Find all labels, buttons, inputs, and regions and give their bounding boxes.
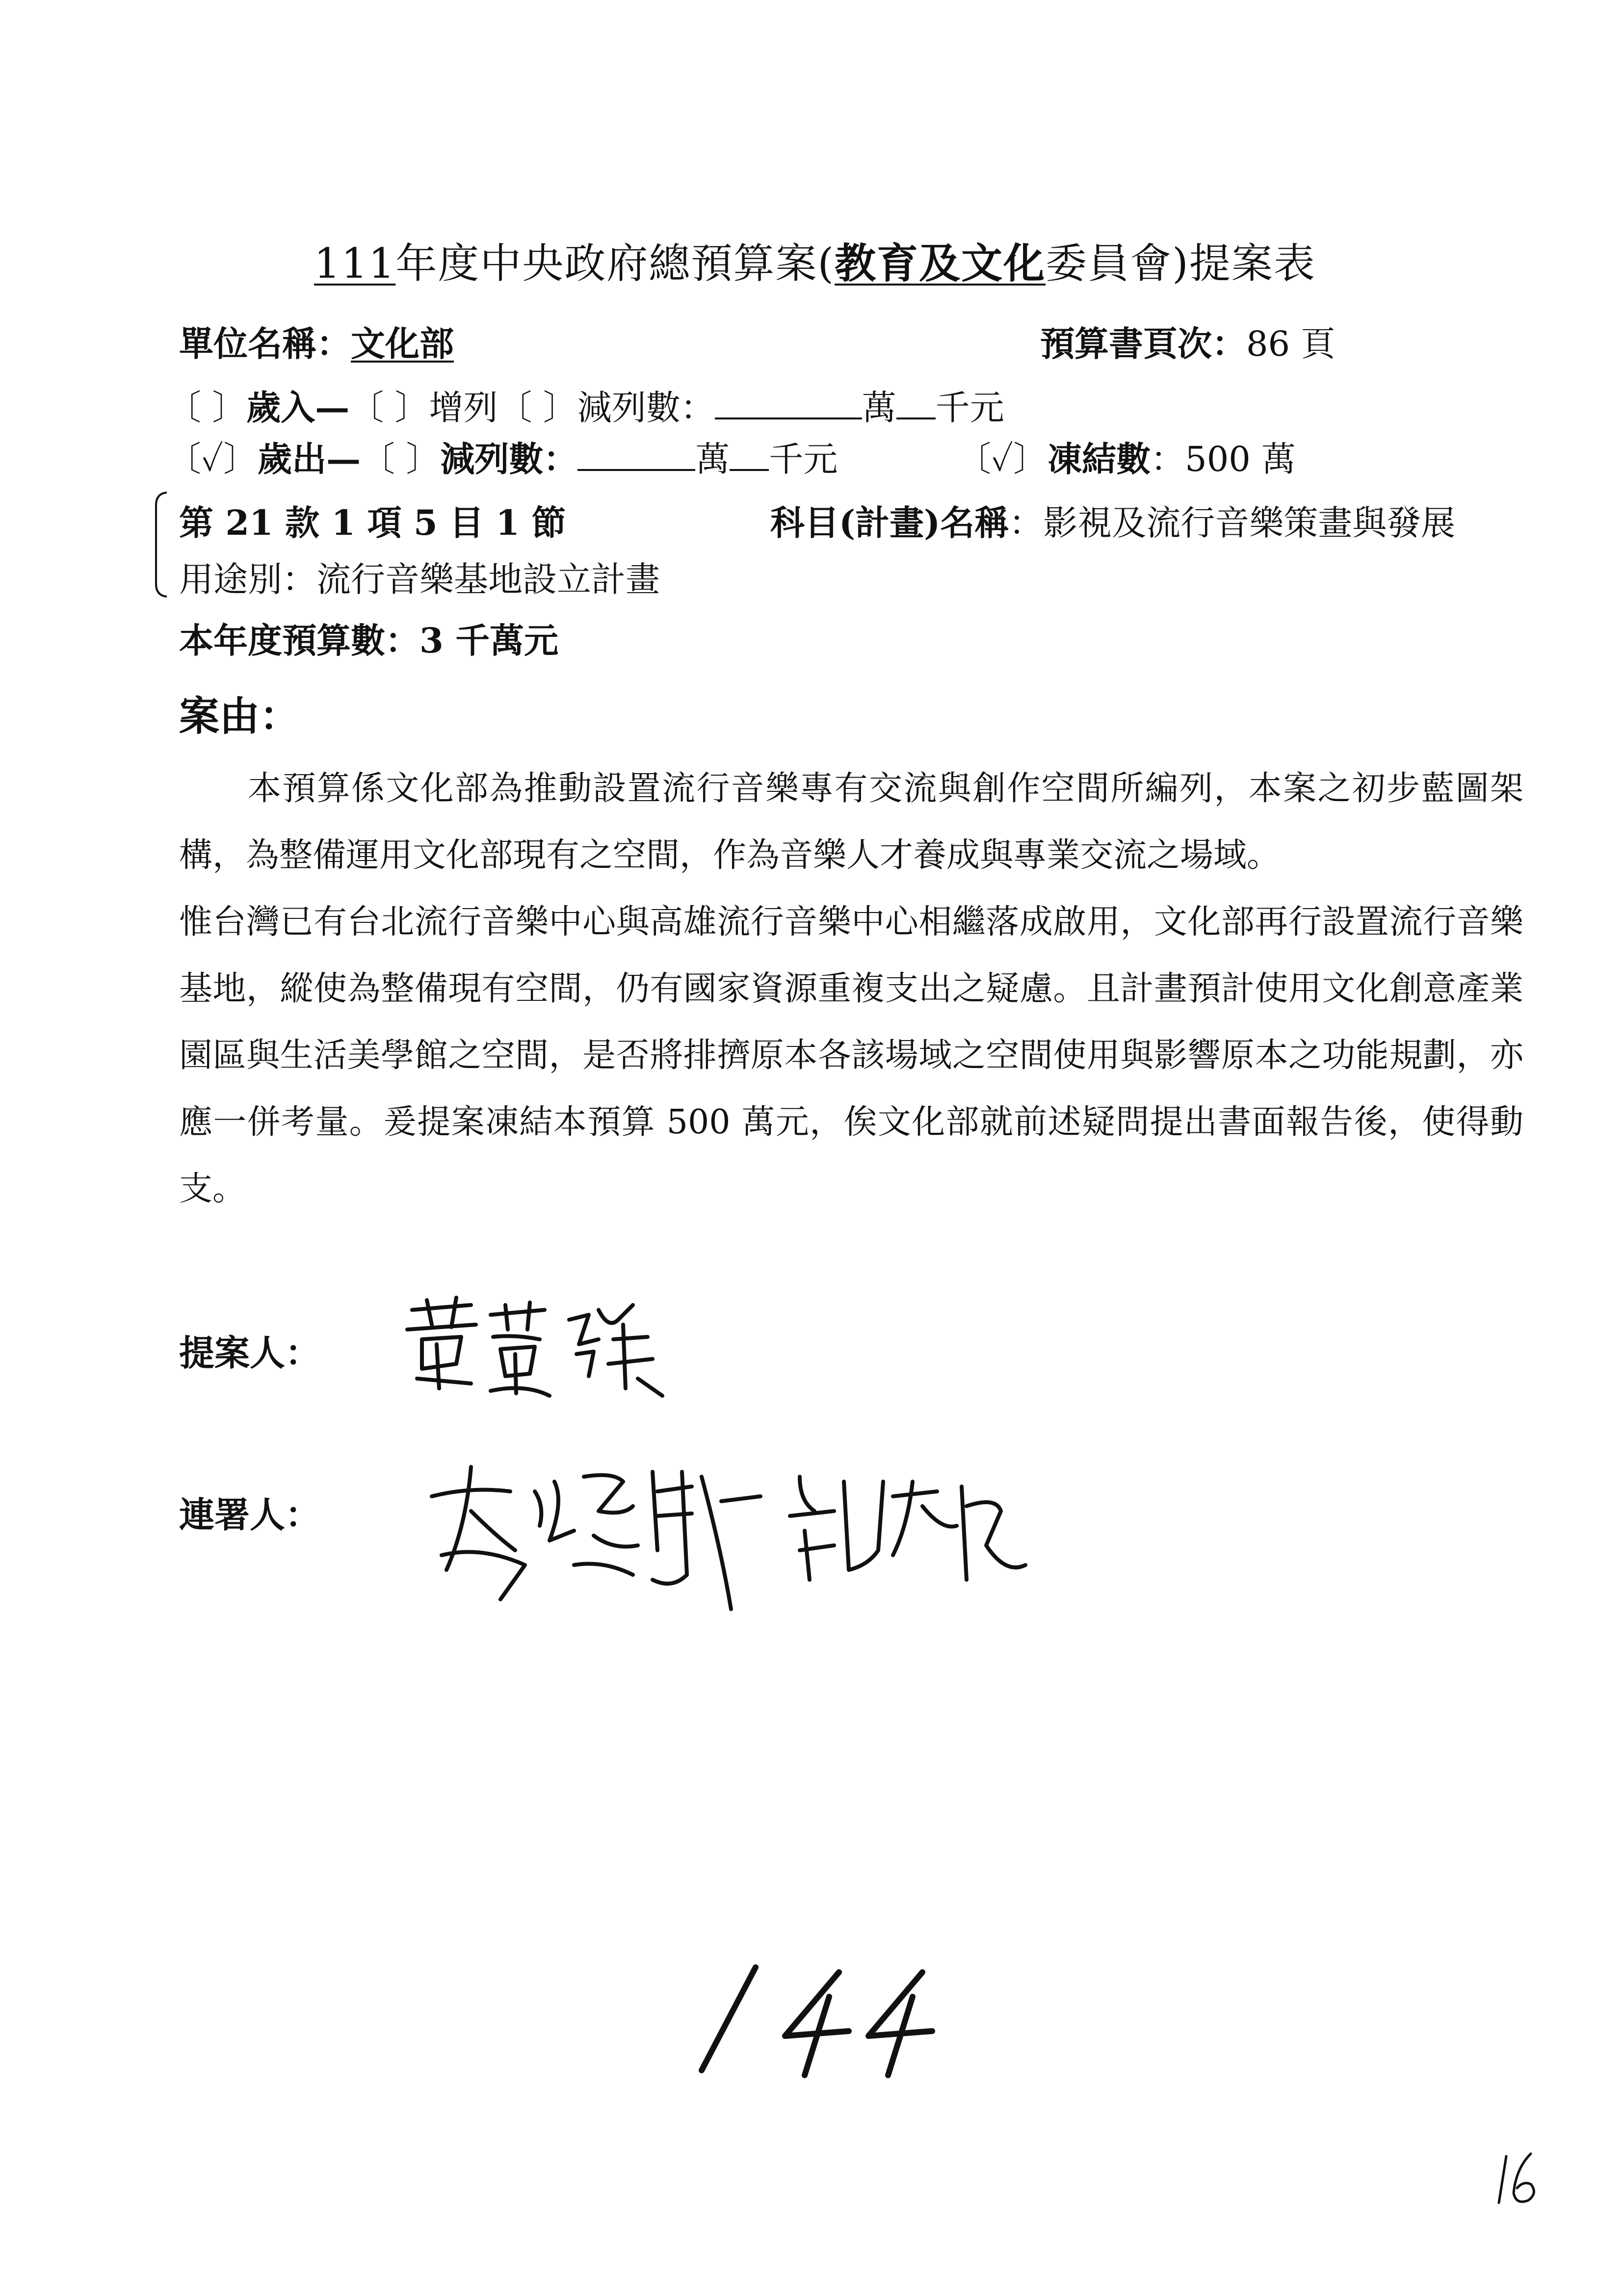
handwritten-number-stamp <box>687 1957 962 2085</box>
freeze-label: 凍結數 <box>1048 439 1151 479</box>
decrease-label: 減列數： <box>577 388 715 428</box>
expense-qian-yuan: 千元 <box>769 439 838 479</box>
expense-label: 歲出— <box>258 439 361 479</box>
expense-wan-blank <box>577 439 695 471</box>
revenue-wan: 萬 <box>862 388 896 428</box>
increase-label: 增列 <box>429 388 498 428</box>
case-paragraph-1: 本預算係文化部為推動設置流行音樂專有交流與創作空間所編列，本案之初步藍圖架構，為整備運用文化部現有之空間，作為音樂人才養成與專業交流之場域。 <box>179 769 1523 875</box>
unit-value: 文化部 <box>351 323 454 364</box>
revenue-checkbox: 〔 〕 <box>167 388 247 428</box>
expense-wan: 萬 <box>695 439 730 479</box>
increase-checkbox: 〔 〕 <box>349 388 429 428</box>
cosigner-label: 連署人： <box>179 1494 321 1536</box>
budget-page-value: 86 頁 <box>1246 324 1336 364</box>
handwritten-page-number <box>1492 2149 1550 2213</box>
expense-decrease-checkbox: 〔 〕 <box>361 439 441 479</box>
left-brace <box>153 491 168 599</box>
cosigner-signatures <box>427 1452 1114 1614</box>
subject-value: ：影視及流行音樂策畫與發展 <box>1009 503 1456 543</box>
budget-amount-row <box>179 613 558 663</box>
freeze-checkbox: 〔✓〕 <box>957 439 1048 479</box>
case-paragraph-2: 惟台灣已有台北流行音樂中心與高雄流行音樂中心相繼落成啟用，文化部再行設置流行音樂基地，縱使為整備現有空間，仍有國家資源重複支出之疑慮。且計畫預計使用文化創意產業園區與生活美學館之空間，是否將排擠原本各該場域之空間使用與影響原本之功能規劃，亦應一併考量。爰提案凍結本預算 500 萬元，俟文化部就前述疑問提出書面報告後，使得動支。 <box>179 903 1523 1208</box>
budget-page-row <box>1040 316 1335 366</box>
revenue-line <box>167 380 1004 430</box>
expense-line <box>167 432 838 481</box>
usage-value: 用途別：流行音樂基地設立計畫 <box>179 559 660 600</box>
expense-checkbox: 〔✓〕 <box>167 439 258 479</box>
subject-row <box>770 496 1455 545</box>
revenue-label: 歲入— <box>246 387 350 428</box>
revenue-qian-blank <box>896 387 936 419</box>
revenue-qian-yuan: 千元 <box>935 388 1004 428</box>
title-year: 111 <box>314 239 396 287</box>
budget-page-label: 預算書頁次： <box>1040 323 1246 364</box>
budget-amount-value: 3 千萬元 <box>419 620 559 661</box>
usage-row <box>179 552 660 601</box>
title-part-b: 委員會)提案表 <box>1046 239 1316 287</box>
unit-label: 單位名稱： <box>179 323 351 364</box>
title-committee: 教育及文化 <box>835 239 1046 287</box>
unit-name-row <box>179 316 454 366</box>
proposer-signature <box>402 1290 677 1403</box>
document-title <box>314 231 1316 290</box>
title-part-a: 年度中央政府總預算案( <box>395 239 835 287</box>
section-row <box>179 496 566 545</box>
case-body <box>179 756 1523 1223</box>
expense-qian-blank <box>730 439 769 471</box>
revenue-wan-blank <box>715 387 862 419</box>
case-heading: 案由： <box>179 693 300 740</box>
budget-amount-label: 本年度預算數： <box>179 620 419 661</box>
freeze-value: ：500 萬 <box>1151 439 1296 479</box>
proposer-label: 提案人： <box>179 1332 321 1374</box>
section-value: 第 21 款 1 項 5 目 1 節 <box>179 502 566 543</box>
freeze-line <box>957 432 1296 481</box>
decrease-checkbox: 〔 〕 <box>498 388 577 428</box>
stamp-number-text: 144 <box>687 1957 688 1958</box>
expense-decrease-label: 減列數： <box>440 439 578 479</box>
subject-label: 科目(計畫)名稱 <box>770 502 1009 543</box>
